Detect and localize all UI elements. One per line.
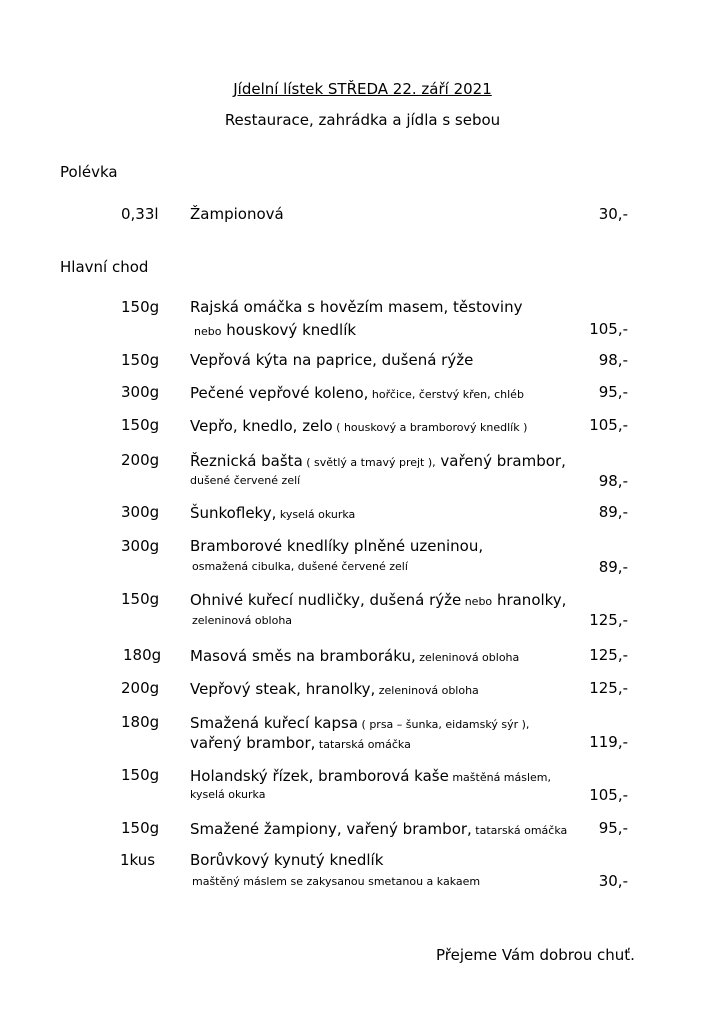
item-qty: 1kus xyxy=(120,851,156,869)
item-price: 98,- xyxy=(598,351,628,369)
item-desc-line2: maštěný máslem se zakysanou smetanou a kakaem xyxy=(192,875,481,888)
item-desc-line1 xyxy=(190,590,566,609)
item-price: 30,- xyxy=(598,872,628,890)
item-qty: 200g xyxy=(121,679,160,697)
item-desc-line1 xyxy=(190,766,551,785)
item-name-cont: vařený brambor, xyxy=(190,734,316,752)
item-qty: 150g xyxy=(121,416,160,434)
item-qty: 150g xyxy=(121,819,160,837)
item-price: 89,- xyxy=(598,503,628,521)
item-qty: 200g xyxy=(121,451,160,469)
item-note: tatarská omáčka xyxy=(471,824,568,837)
item-price: 105,- xyxy=(589,320,628,338)
item-note: nebo xyxy=(461,595,493,608)
item-name: Smažené žampiony, vařený brambor, xyxy=(190,820,472,838)
section-heading-soup: Polévka xyxy=(60,163,118,181)
item-desc-line2: zeleninová obloha xyxy=(192,614,293,627)
item-desc-line1 xyxy=(190,646,519,665)
menu-title: Jídelní lístek STŘEDA 22. září 2021 xyxy=(233,80,492,98)
item-desc-line1 xyxy=(190,679,479,698)
item-desc-line1 xyxy=(190,503,355,522)
item-desc-line2: kyselá okurka xyxy=(190,788,266,801)
item-desc-line2: dušené červené zelí xyxy=(190,474,301,487)
item-qty: 300g xyxy=(121,383,160,401)
menu-subtitle: Restaurace, zahrádka a jídla s sebou xyxy=(224,111,501,129)
item-price: 105,- xyxy=(589,416,628,434)
item-qty: 150g xyxy=(121,590,160,608)
item-price: 119,- xyxy=(589,733,628,751)
item-note: tatarská omáčka xyxy=(315,738,411,751)
item-price: 95,- xyxy=(598,819,628,837)
item-qty: 150g xyxy=(121,298,160,316)
item-name: Vepřová kýta na paprice, dušená rýže xyxy=(190,351,474,369)
item-name: Žampionová xyxy=(190,205,284,223)
item-name: Borůvkový kynutý knedlík xyxy=(190,851,384,869)
item-note: ( světlý a tmavý prejt ), xyxy=(302,456,436,469)
item-note: ( houskový a bramborový knedlík ) xyxy=(332,421,528,434)
item-name-cont: houskový knedlík xyxy=(221,321,357,339)
item-name-cont: vařený brambor, xyxy=(435,452,566,470)
item-note: ( prsa – šunka, eidamský sýr ), xyxy=(358,718,530,731)
item-name: Řeznická bašta xyxy=(190,452,303,470)
item-price: 30,- xyxy=(598,205,628,223)
item-price: 98,- xyxy=(598,472,628,490)
item-desc-line1 xyxy=(190,451,566,470)
section-heading-main: Hlavní chod xyxy=(60,258,149,276)
item-name: Pečené vepřové koleno, xyxy=(190,384,369,402)
item-desc-line2 xyxy=(190,733,411,752)
item-qty: 150g xyxy=(121,766,160,784)
item-desc-line1 xyxy=(190,416,527,435)
closing-wish: Přejeme Vám dobrou chuť. xyxy=(436,946,635,964)
item-name: Vepřový steak, hranolky, xyxy=(190,680,376,698)
item-price: 125,- xyxy=(589,679,628,697)
item-name: Bramborové knedlíky plněné uzeninou, xyxy=(190,537,484,555)
item-name: Vepřo, knedlo, zelo xyxy=(190,417,333,435)
item-price: 95,- xyxy=(598,383,628,401)
item-note: maštěná máslem, xyxy=(448,771,552,784)
item-desc-line1 xyxy=(190,383,524,402)
item-qty: 0,33l xyxy=(121,205,159,223)
item-desc-line1 xyxy=(190,819,567,838)
item-qty: 300g xyxy=(121,503,160,521)
item-desc-line2: osmažená cibulka, dušené červené zelí xyxy=(192,560,408,573)
item-note: nebo xyxy=(194,325,222,338)
item-name: Holandský řízek, bramborová kaše xyxy=(190,767,449,785)
item-name: Smažená kuřecí kapsa xyxy=(190,714,359,732)
item-desc-line2 xyxy=(194,320,356,339)
item-price: 105,- xyxy=(589,786,628,804)
item-name: Rajská omáčka s hovězím masem, těstoviny xyxy=(190,298,523,316)
item-price: 125,- xyxy=(589,646,628,664)
item-price: 125,- xyxy=(589,611,628,629)
item-qty: 180g xyxy=(123,646,162,664)
item-note: kyselá okurka xyxy=(276,508,356,521)
item-qty: 150g xyxy=(121,351,160,369)
item-price: 89,- xyxy=(598,558,628,576)
item-note: zeleninová obloha xyxy=(375,684,479,697)
item-name: Ohnivé kuřecí nudličky, dušená rýže xyxy=(190,591,462,609)
item-name: Masová směs na bramboráku, xyxy=(190,647,416,665)
item-name-cont: hranolky, xyxy=(492,591,567,609)
item-name: Šunkofleky, xyxy=(190,504,277,522)
item-desc-line1 xyxy=(190,713,529,732)
item-qty: 180g xyxy=(121,713,160,731)
item-note: zeleninová obloha xyxy=(415,651,520,664)
item-note: hořčice, čerstvý křen, chléb xyxy=(368,388,524,401)
item-qty: 300g xyxy=(121,537,160,555)
